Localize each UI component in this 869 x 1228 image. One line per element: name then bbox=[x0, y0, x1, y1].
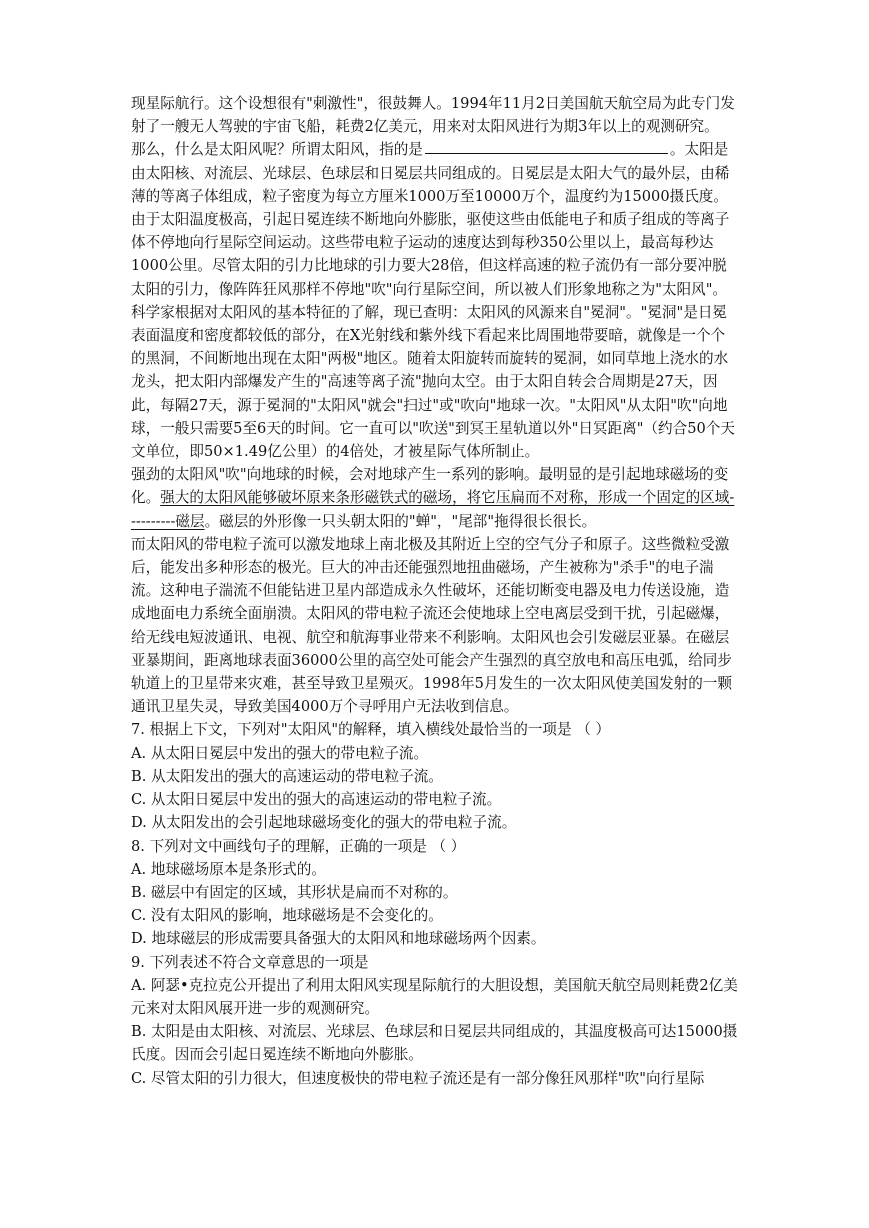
question-8-option-b: B. 磁层中有固定的区域，其形状是扁而不对称的。 bbox=[131, 883, 458, 901]
question-7-option-d: D. 从太阳发出的会引起地球磁场变化的强大的带电粒子流。 bbox=[131, 814, 517, 832]
question-9-option-b: B. 太阳是由太阳核、对流层、光球层、色球层和日冕层共同组成的，其温度极高可达15000摄氏度。因而会引起日冕连续不断地向外膨胀。 bbox=[131, 1023, 738, 1064]
definition-lead-text: 那么，什么是太阳风呢？所谓太阳风，指的是 bbox=[131, 141, 423, 159]
question-7-option-a: A. 从太阳日冕层中发出的强大的带电粒子流。 bbox=[131, 744, 429, 762]
question-9-option-a: A. 阿瑟•克拉克公开提出了利用太阳风实现星际航行的大胆设想，美国航天航空局则耗费2亿美元来对太阳风展开进一步的观测研究。 bbox=[131, 976, 738, 1017]
question-8-option-c: C. 没有太阳风的影响，地球磁场是不会变化的。 bbox=[131, 907, 443, 925]
definition-body-text: 。太阳是由太阳核、对流层、光球层、色球层和日冕层共同组成的。日冕层是太阳大气的最外层，由稀薄的等离子体组成，粒子密度为每立方厘米1000万至10000万个，温度约为15000摄氏度。由于太阳温度极高，引起日冕连续不断地向外膨胀，驱使这些由低能电子和质子组成的等离子体不停地向行星际空间运动。这些带电粒子运动的速度达到每秒350公里以上，最高每秒达1000公里。尽管太阳的引力比地球的引力要大28倍，但这样高速的粒子流仍有一部分要冲脱太阳的引力，像阵阵狂风那样不停地"吹"向行星际空间，所以被人们形象地称之为"太阳风"。 bbox=[131, 141, 730, 298]
paragraph-magnetosphere bbox=[131, 463, 738, 533]
question-7-stem: 7. 根据上下文，下列对"太阳风"的解释，填入横线处最恰当的一项是 （ ） bbox=[131, 721, 611, 739]
answer-blank bbox=[425, 139, 668, 154]
question-8-option-a: A. 地球磁场原本是条形式的。 bbox=[131, 860, 326, 878]
question-7-option-c: C. 从太阳日冕层中发出的强大的高速运动的带电粒子流。 bbox=[131, 791, 502, 809]
underlined-sentence: 强大的太阳风能够破坏原来条形磁铁式的磁场，将它压扁而不对称，形成一个固定的区域----------磁层 bbox=[131, 489, 735, 530]
question-8-stem: 8. 下列对文中画线句子的理解，正确的一项是 （ ） bbox=[131, 837, 466, 855]
question-7-option-b: B. 从太阳发出的强大的高速运动的带电粒子流。 bbox=[131, 767, 443, 785]
paragraph-effects: 而太阳风的带电粒子流可以激发地球上南北极及其附近上空的空气分子和原子。这些微粒受激后，能发出多种形态的极光。巨大的冲击还能强烈地扭曲磁场，产生被称为"杀手"的电子湍流。这种电子湍流不但能钻进卫星内部造成永久性破坏，还能切断变电器及电力传送设施，造成地面电力系统全面崩溃。太阳风的带电粒子流还会使地球上空电离层受到干扰，引起磁爆，给无线电短波通讯、电视、航空和航海事业带来不利影响。太阳风也会引发磁层亚暴。在磁层亚暴期间，距离地球表面36000公里的高空处可能会产生强烈的真空放电和高压电弧，给同步轨道上的卫星带来灾难，甚至导致卫星殒灭。1998年5月发生的一次太阳风使美国发射的一颗通讯卫星失灵，导致美国4000万个寻呼用户无法收到信息。 bbox=[131, 535, 732, 716]
magnetosphere-intro-text: 强劲的太阳风"吹"向地球的时候，会对地球产生一系列的影响。最明显的是引起地球磁场的变化。 bbox=[131, 466, 729, 507]
question-9-option-c: C. 尽管太阳的引力很大，但速度极快的带电粒子流还是有一部分像狂风那样"吹"向行星际 bbox=[131, 1069, 705, 1087]
question-9-stem: 9. 下列表述不符合文章意思的一项是 bbox=[131, 953, 369, 971]
question-8-option-d: D. 地球磁层的形成需要具备强大的太阳风和地球磁场两个因素。 bbox=[131, 930, 546, 948]
paragraph-coronal-holes: 科学家根据对太阳风的基本特征的了解，现已查明：太阳风的风源来自"冕洞"。"冕洞"是日冕表面温度和密度都较低的部分，在X光射线和紫外线下看起来比周围地带要暗，就像是一个个的黑洞，不间断地出现在太阳"两极"地区。随着太阳旋转而旋转的冕洞，如同草地上浇水的水龙头，把太阳内部爆发产生的"高速等离子流"抛向太空。由于太阳自转会合周期是27天，因此，每隔27天，源于冕洞的"太阳风"就会"扫过"或"吹向"地球一次。"太阳风"从太阳"吹"向地球，一般只需要5至6天的时间。它一直可以"吹送"到冥王星轨道以外"日冥距离"（约合50个天文单位，即50×1.49亿公里）的4倍处，才被星际气体所制止。 bbox=[131, 303, 735, 461]
paragraph-definition bbox=[131, 138, 738, 300]
paragraph-intro-continuation: 现星际航行。这个设想很有"刺激性"，很鼓舞人。1994年11月2日美国航天航空局为此专门发射了一艘无人驾驶的宇宙飞船，耗费2亿美元，用来对太阳风进行为期3年以上的观测研究。 bbox=[131, 95, 735, 136]
magnetosphere-shape-text: 。磁层的外形像一只头朝太阳的"蝉"，"尾部"拖得很长很长。 bbox=[204, 512, 597, 530]
